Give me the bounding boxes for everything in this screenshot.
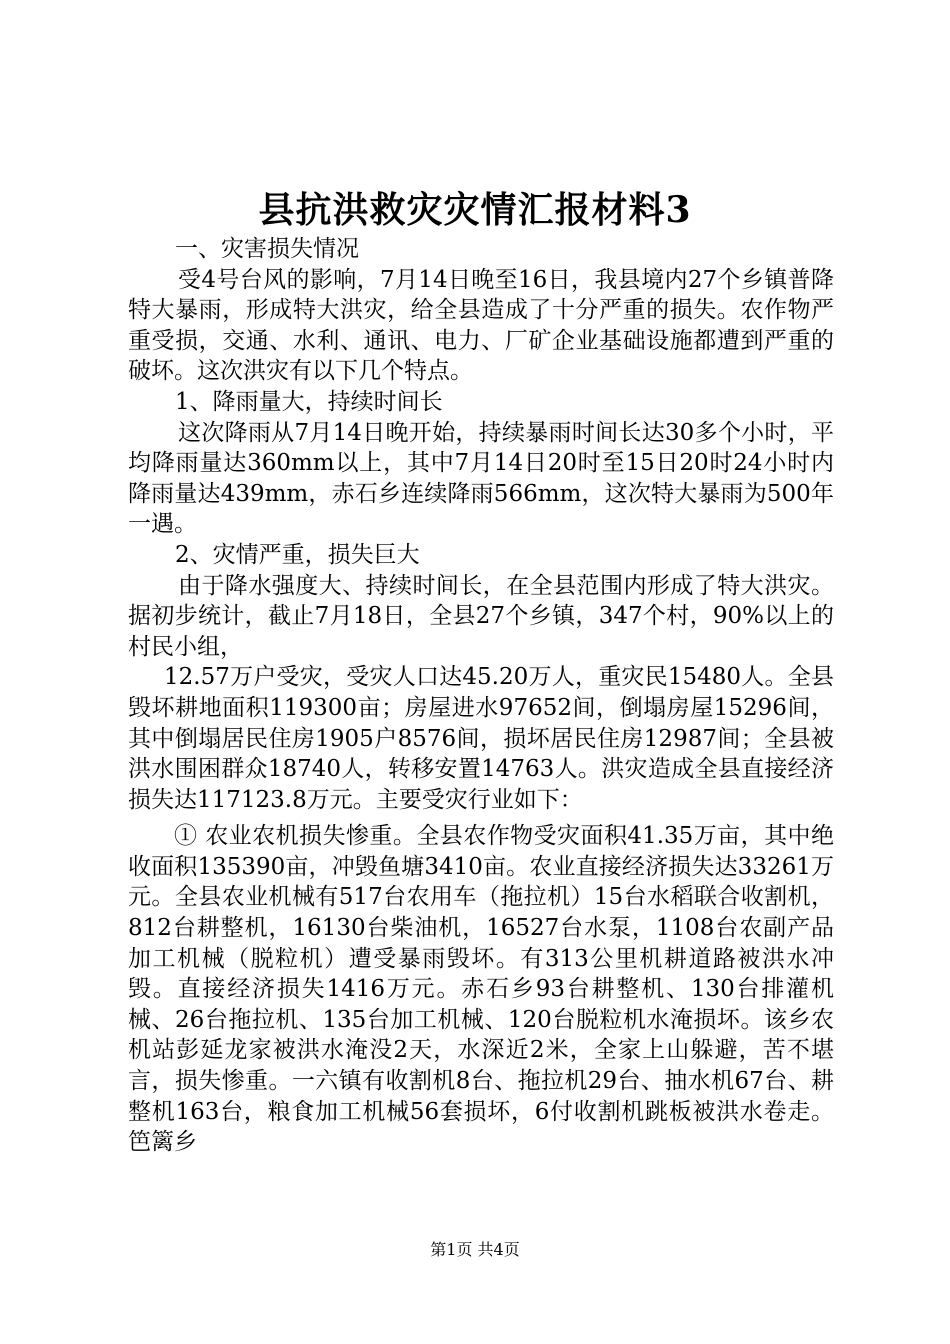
paragraph: 由于降水强度大、持续时间长，在全县范围内形成了特大洪灾。据初步统计，截止7月18日，全县27个乡镇，347个村，90%以上的村民小组， xyxy=(128,572,834,660)
subsection-heading: 2、灾情严重，损失巨大 xyxy=(175,541,420,568)
page-footer: 第1页 共4页 xyxy=(430,1240,520,1259)
section-heading: 一、灾害损失情况 xyxy=(175,236,359,262)
paragraph: 12.57万户受灾，受灾人口达45.20万人，重灾民15480人。全县毁坏耕地面积119300亩；房屋进水97652间，倒塌房屋15296间，其中倒塌居民住房1905户8576间，损坏居民住房12987间；全县被洪水围困群众18740人，转移安置14763人。洪灾造成全县直接经济损失达117123.8万元。主要受灾行业如下： xyxy=(128,664,834,813)
document-title: 县抗洪救灾灾情汇报材料3 xyxy=(258,189,692,231)
document-body xyxy=(128,234,834,1158)
paragraph: ① 农业农机损失惨重。全县农作物受灾面积41.35万亩，其中绝收面积135390亩，冲毁鱼塘3410亩。农业直接经济损失达33261万元。全县农业机械有517台农用车（拖拉机）15台水稻联合收割机，812台耕整机，16130台柴油机，16527台水泵，1108台农副产品加工机械（脱粒机）遭受暴雨毁坏。有313公里机耕道路被洪水冲毁。直接经济损失1416万元。赤石乡93台耕整机、130台排灌机械、26台拖拉机、135台加工机械、120台脱粒机水淹损坏。该乡农机站彭延龙家被洪水淹没2天，水深近2米，全家上山躲避，苦不堪言，损失惨重。一六镇有收割机8台、拖拉机29台、抽水机67台、耕整机163台，粮食加工机械56套损坏，6付收割机跳板被洪水卷走。笆篱乡 xyxy=(128,823,834,1156)
paragraph: 这次降雨从7月14日晚开始，持续暴雨时间长达30多个小时，平均降雨量达360mm以上，其中7月14日20时至15日20时24小时内降雨量达439mm，赤石乡连续降雨566mm，这次特大暴雨为500年一遇。 xyxy=(128,419,834,538)
subsection-heading: 1、降雨量大，持续时间长 xyxy=(175,388,443,415)
paragraph: 受4号台风的影响，7月14日晚至16日，我县境内27个乡镇普降特大暴雨，形成特大洪灾，给全县造成了十分严重的损失。农作物严重受损，交通、水利、通讯、电力、厂矿企业基础设施都遭到严重的破坏。这次洪灾有以下几个特点。 xyxy=(128,266,834,385)
